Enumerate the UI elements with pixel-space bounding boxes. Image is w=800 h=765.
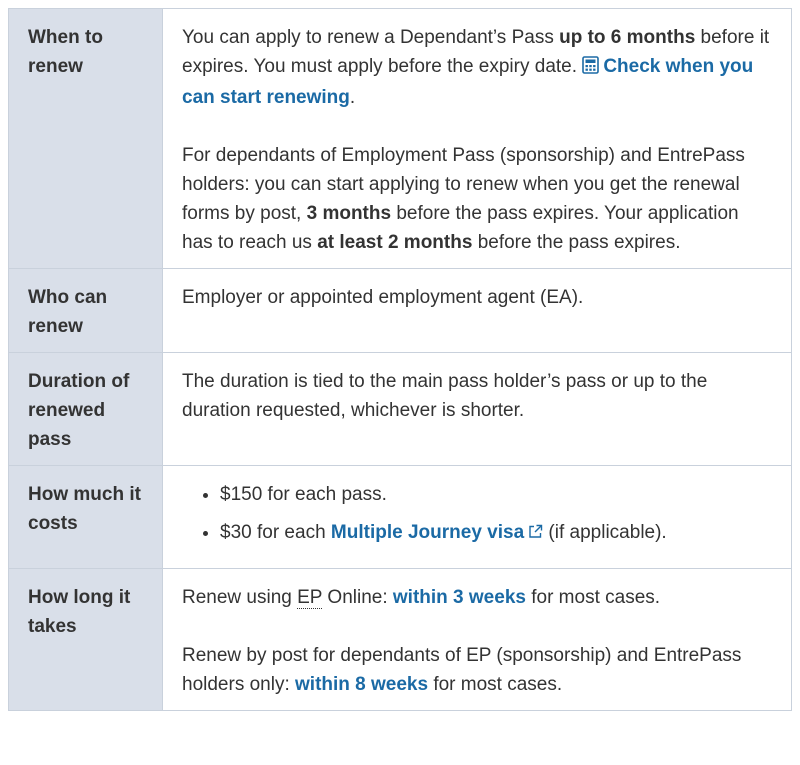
paragraph: Employer or appointed employment agent (EA). — [182, 287, 584, 308]
bold-text: 3 months — [306, 203, 392, 224]
paragraph — [182, 583, 773, 612]
row-label: When to renew — [9, 9, 163, 269]
list-item — [220, 518, 773, 548]
paragraph — [182, 23, 773, 112]
cost-list — [182, 480, 773, 548]
row-when-to-renew — [9, 9, 792, 269]
bold-text: up to 6 months — [559, 27, 696, 48]
text-span: Renew using — [182, 587, 298, 608]
text-span: $30 for each — [220, 522, 331, 543]
link-label: Multiple Journey visa — [330, 522, 525, 543]
paragraph — [182, 141, 773, 257]
calculator-icon — [582, 54, 599, 83]
external-link-icon — [528, 519, 543, 548]
check-renewal-link[interactable]: Check when you can start renewing — [182, 56, 754, 108]
row-content — [163, 353, 792, 466]
within-3-weeks-link[interactable]: within 3 weeks — [392, 587, 526, 608]
text-span: (if applicable). — [543, 522, 667, 543]
text-span: . — [349, 87, 356, 108]
row-label: Who can renew — [9, 269, 163, 353]
text-span: Online: — [322, 587, 393, 608]
bold-text: at least 2 months — [317, 232, 473, 253]
row-duration — [9, 353, 792, 466]
text-span: for most cases. — [428, 674, 563, 695]
row-content — [163, 9, 792, 269]
within-8-weeks-link[interactable]: within 8 weeks — [295, 674, 429, 695]
multiple-journey-visa-link[interactable] — [331, 522, 543, 543]
row-label: How long it takes — [9, 569, 163, 711]
row-content — [163, 269, 792, 353]
text-span: before the pass expires. Your application has to reach us — [182, 203, 739, 253]
text-span: before it expires. You must apply before the expiry date. — [182, 27, 770, 77]
row-content — [163, 466, 792, 569]
text-span: For dependants of Employment Pass (sponsorship) and EntrePass holders: you can start applying to renew when you get the renewal forms by post, — [182, 145, 745, 224]
paragraph: The duration is tied to the main pass holder’s pass or up to the duration requested, whichever is shorter. — [182, 371, 708, 421]
row-label: How much it costs — [9, 466, 163, 569]
renewal-info-table — [8, 8, 792, 711]
row-content — [163, 569, 792, 711]
row-processing-time — [9, 569, 792, 711]
row-label: Duration of renewed pass — [9, 353, 163, 466]
text-span: for most cases. — [525, 587, 661, 608]
row-who-can-renew — [9, 269, 792, 353]
text-span: before the pass expires. — [472, 232, 681, 253]
text-span: You can apply to renew a Dependant’s Pass — [182, 27, 560, 48]
paragraph — [182, 641, 773, 699]
ep-abbreviation[interactable]: EP — [297, 587, 323, 608]
row-costs — [9, 466, 792, 569]
text-span: Renew by post for dependants of EP (sponsorship) and EntrePass holders only: — [182, 645, 742, 695]
list-item: • $150 for each pass. — [220, 480, 773, 509]
